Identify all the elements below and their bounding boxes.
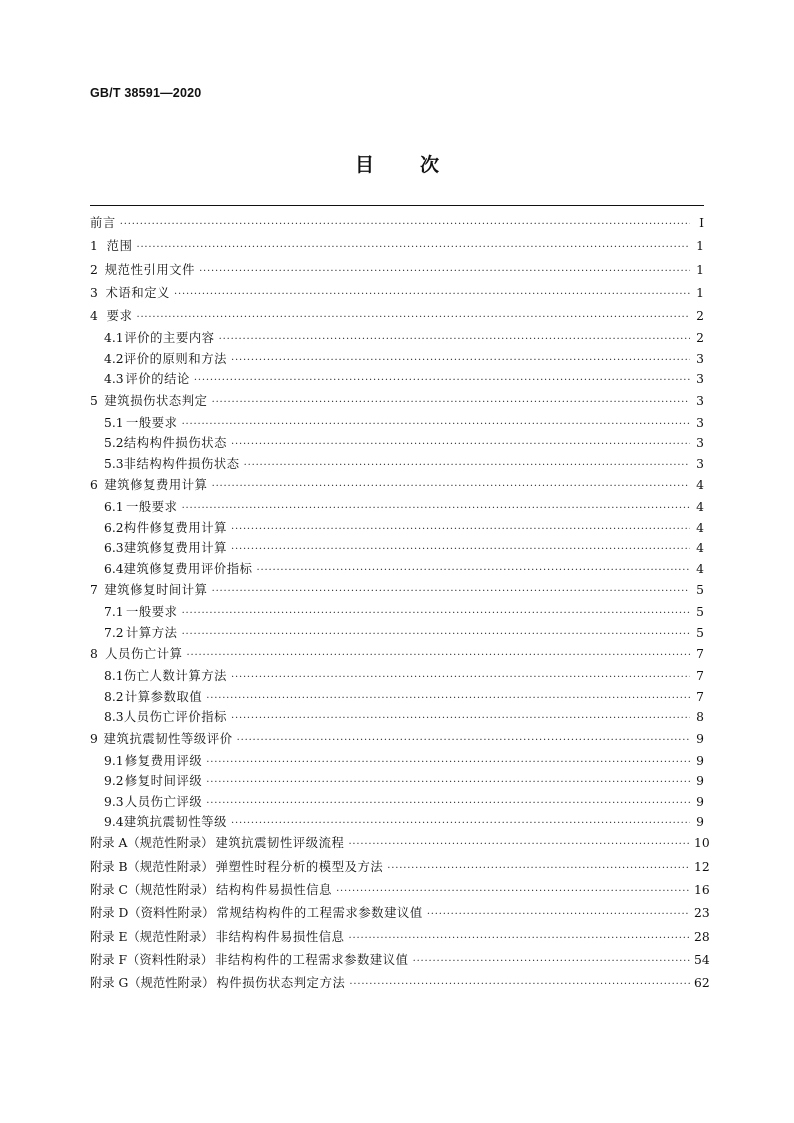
toc-entry-page: 10: [694, 836, 710, 851]
toc-entry-page: 9: [696, 731, 704, 746]
toc-entry[interactable]: [90, 687, 704, 707]
toc-entry-number: 5: [90, 393, 98, 408]
toc-entry[interactable]: [90, 602, 704, 622]
toc-entry[interactable]: [90, 282, 704, 305]
toc-entry-number: 9.4: [104, 815, 124, 829]
toc-entry-title: 非结构构件的工程需求参数建议值: [215, 952, 409, 967]
toc-entry-page: 3: [696, 436, 704, 451]
toc-leader-dots: [199, 260, 690, 283]
toc-leader-dots: [206, 773, 690, 793]
toc-entry-title: 结构构件易损性信息: [216, 882, 333, 897]
toc-entry-title: 建筑损伤状态判定: [104, 393, 208, 408]
toc-entry-page: 4: [696, 478, 704, 493]
toc-entry[interactable]: [90, 538, 704, 558]
toc-leader-dots: [413, 950, 690, 973]
toc-entry-page: 8: [696, 710, 704, 725]
toc-entry-page: 7: [696, 689, 704, 704]
toc-entry[interactable]: [90, 259, 704, 282]
toc-entry-page: 7: [696, 647, 704, 662]
toc-leader-dots: [244, 456, 690, 476]
toc-leader-dots: [136, 306, 690, 329]
toc-entry-title: 修复时间评级: [124, 774, 203, 789]
toc-entry[interactable]: [90, 666, 704, 686]
toc-entry-appendix: 附录 D（资料性附录）: [90, 906, 215, 921]
toc-leader-dots: [257, 561, 690, 581]
toc-entry-appendix: 附录 A（规范性附录）: [90, 836, 214, 851]
toc-entry-number: 7.1: [104, 605, 124, 620]
toc-entry[interactable]: [90, 235, 704, 258]
toc-entry-title: 非结构构件易损性信息: [215, 929, 345, 944]
toc-entry-title: 建筑抗震韧性等级: [123, 815, 228, 829]
toc-entry-page: 2: [696, 331, 704, 346]
toc-entry-number: 4.3: [104, 372, 124, 387]
toc-entry-title: 建筑修复费用计算: [104, 478, 208, 493]
toc-entry[interactable]: [90, 454, 704, 474]
toc-entry-number: 9: [90, 731, 98, 746]
toc-entry-number: 9.1: [104, 753, 124, 768]
toc-leader-dots: [231, 351, 690, 371]
toc-entry[interactable]: [90, 751, 704, 771]
toc-entry[interactable]: [90, 579, 704, 602]
toc-entry-page: 9: [696, 815, 704, 829]
standard-code: GB/T 38591—2020: [90, 86, 202, 100]
toc-entry[interactable]: [90, 497, 704, 517]
toc-entry-title: 前言: [90, 216, 116, 230]
toc-entry-appendix: 附录 F（资料性附录）: [90, 952, 214, 967]
toc-entry-number: 6: [90, 478, 98, 493]
toc-entry-page: 5: [696, 582, 704, 597]
toc-leader-dots: [182, 625, 690, 645]
toc-leader-dots: [212, 391, 690, 414]
toc-entry-page: 9: [696, 794, 704, 809]
toc-entry-title: 构件损伤状态判定方法: [216, 976, 346, 991]
toc-leader-dots: [348, 833, 690, 856]
toc-leader-dots: [120, 213, 690, 236]
toc-entry-title: 范围: [106, 239, 133, 254]
toc-entry-number: 8.2: [104, 689, 124, 704]
toc-entry[interactable]: [90, 328, 704, 348]
toc-leader-dots: [206, 689, 690, 709]
toc-entry-number: 8.3: [104, 710, 124, 725]
toc-entry[interactable]: [90, 792, 704, 812]
toc-leader-dots: [427, 903, 690, 926]
toc-entry-page: 4: [696, 561, 704, 576]
toc-entry[interactable]: [90, 623, 704, 643]
toc-entry-page: 3: [696, 372, 704, 387]
toc-entry[interactable]: [90, 902, 710, 925]
toc-leader-dots: [349, 973, 690, 996]
toc-leader-dots: [231, 540, 690, 560]
toc-entry-page: 5: [696, 605, 704, 620]
toc-entry-title: 修复费用评级: [124, 753, 203, 768]
toc-entry[interactable]: [90, 305, 704, 328]
toc-top-rule: [90, 205, 704, 206]
toc-entry-page: 9: [696, 753, 704, 768]
toc-entry-title: 评价的原则和方法: [123, 351, 228, 366]
toc-entry-title: 常规结构构件的工程需求参数建议值: [216, 906, 423, 921]
toc-entry[interactable]: [90, 643, 704, 666]
toc-entry-title: 建筑抗震韧性等级评价: [103, 731, 233, 746]
toc-entry-number: 1: [90, 239, 98, 254]
toc-leader-dots: [219, 330, 690, 350]
toc-leader-dots: [187, 644, 690, 667]
toc-entry-title: 一般要求: [125, 500, 178, 515]
toc-entry-number: 8.1: [104, 669, 124, 684]
toc-entry-title: 一般要求: [125, 415, 178, 430]
toc-entry-title: 建筑抗震韧性评级流程: [215, 836, 345, 851]
toc-entry[interactable]: [90, 390, 704, 413]
toc-leader-dots: [336, 880, 690, 903]
page-title-right: 次: [420, 154, 440, 176]
toc-leader-dots: [206, 753, 690, 773]
toc-entry-page: 3: [696, 415, 704, 430]
toc-entry[interactable]: [90, 433, 704, 453]
toc-entry[interactable]: [90, 771, 704, 791]
toc-entry[interactable]: [90, 856, 710, 879]
toc-entry[interactable]: [90, 413, 704, 433]
toc-entry-number: 9.2: [104, 774, 124, 789]
toc-entry-appendix: 附录 E（规范性附录）: [90, 929, 214, 944]
toc-entry-title: 建筑修复时间计算: [104, 582, 208, 597]
toc-entry-title: 建筑修复费用评价指标: [123, 561, 253, 576]
toc-entry[interactable]: [90, 879, 710, 902]
toc-entry-title: 结构构件损伤状态: [123, 436, 228, 451]
toc-entry-page: 16: [694, 882, 710, 897]
toc-entry-page: 28: [694, 929, 710, 944]
page-title: [0, 150, 794, 177]
toc-entry-number: 3: [90, 285, 98, 300]
toc-entry-number: 6.3: [104, 541, 124, 556]
toc-leader-dots: [206, 794, 690, 814]
toc-entry-page: 9: [696, 774, 704, 789]
toc-entry-page: 62: [694, 976, 710, 991]
toc-leader-dots: [174, 283, 690, 306]
toc-entry-title: 规范性引用文件: [104, 262, 196, 277]
toc-entry-number: 6.2: [104, 520, 124, 535]
toc-leader-dots: [231, 709, 690, 729]
toc-entry-number: 2: [90, 262, 98, 277]
toc-entry-title: 人员伤亡评价指标: [123, 710, 228, 725]
toc-entry-number: 7.2: [104, 625, 124, 640]
toc-entry-number: 8: [90, 647, 98, 662]
toc-entry[interactable]: [90, 949, 710, 972]
toc-entry-number: 4.2: [104, 351, 124, 366]
toc-entry-title: 伤亡人数计算方法: [123, 669, 228, 684]
toc-entry-number: 6.1: [104, 500, 124, 515]
toc-leader-dots: [387, 857, 690, 880]
toc-entry-page: 4: [696, 520, 704, 535]
toc-entry-page: 23: [694, 906, 710, 921]
toc-leader-dots: [136, 236, 690, 259]
toc-leader-dots: [182, 499, 690, 519]
toc-entry-page: 1: [696, 285, 704, 300]
toc-entry-title: 术语和定义: [105, 285, 171, 300]
toc-entry-number: 5.2: [104, 436, 124, 451]
page-title-left: 目: [354, 154, 374, 176]
toc-entry[interactable]: [90, 707, 704, 727]
toc-leader-dots: [182, 604, 690, 624]
toc-leader-dots: [231, 435, 690, 455]
toc-entry-page: 1: [696, 239, 704, 254]
toc-entry-page: 1: [696, 262, 704, 277]
table-of-contents: [90, 212, 710, 995]
toc-entry[interactable]: [90, 559, 704, 579]
toc-entry[interactable]: [90, 369, 704, 389]
toc-entry-title: 要求: [106, 309, 133, 324]
toc-entry-appendix: 附录 C（规范性附录）: [90, 882, 214, 897]
toc-entry-title: 弹塑性时程分析的模型及方法: [215, 859, 384, 874]
toc-entry-page: 5: [696, 625, 704, 640]
toc-entry[interactable]: [90, 832, 710, 855]
toc-entry-page: 4: [696, 541, 704, 556]
toc-entry-page: 54: [694, 952, 710, 967]
toc-entry-number: 4.1: [104, 331, 124, 346]
toc-entry-title: 建筑修复费用计算: [123, 541, 228, 556]
toc-entry-number: 4: [90, 309, 98, 324]
toc-leader-dots: [182, 415, 690, 435]
toc-leader-dots: [231, 668, 690, 688]
toc-entry-title: 一般要求: [125, 605, 178, 620]
toc-entry-title: 计算参数取值: [124, 689, 203, 704]
toc-entry-page: Ⅰ: [699, 216, 704, 230]
toc-leader-dots: [212, 580, 690, 603]
toc-leader-dots: [231, 814, 690, 834]
toc-leader-dots: [237, 729, 690, 752]
toc-entry-number: 6.4: [104, 561, 124, 576]
toc-entry-number: 5.1: [104, 415, 124, 430]
toc-entry[interactable]: [90, 474, 704, 497]
toc-entry-page: 3: [696, 456, 704, 471]
toc-leader-dots: [231, 520, 690, 540]
toc-entry-title: 非结构构件损伤状态: [123, 456, 240, 471]
toc-entry[interactable]: [90, 926, 710, 949]
toc-entry[interactable]: [90, 212, 704, 235]
toc-entry-title: 评价的结论: [125, 372, 190, 387]
toc-entry[interactable]: [90, 349, 704, 369]
toc-leader-dots: [349, 927, 690, 950]
toc-entry-title: 人员伤亡计算: [105, 647, 183, 662]
toc-entry-page: 3: [696, 351, 704, 366]
toc-entry-title: 构件修复费用计算: [123, 520, 228, 535]
toc-leader-dots: [212, 475, 690, 498]
toc-entry[interactable]: [90, 518, 704, 538]
toc-entry-title: 人员伤亡评级: [124, 794, 203, 809]
toc-entry-page: 2: [696, 309, 704, 324]
toc-entry-appendix: 附录 G（规范性附录）: [90, 976, 215, 991]
toc-entry-page: 12: [694, 859, 710, 874]
toc-entry-title: 评价的主要内容: [124, 331, 215, 346]
toc-entry[interactable]: [90, 728, 704, 751]
toc-leader-dots: [194, 371, 690, 391]
toc-entry-appendix: 附录 B（规范性附录）: [90, 859, 214, 874]
toc-entry-number: 9.3: [104, 794, 124, 809]
toc-entry-title: 计算方法: [125, 625, 178, 640]
toc-entry[interactable]: [90, 812, 704, 832]
toc-entry-page: 7: [696, 669, 704, 684]
toc-entry-page: 4: [696, 500, 704, 515]
toc-entry[interactable]: [90, 972, 710, 995]
toc-entry-number: 5.3: [104, 456, 124, 471]
toc-entry-page: 3: [696, 393, 704, 408]
toc-entry-number: 7: [90, 582, 98, 597]
